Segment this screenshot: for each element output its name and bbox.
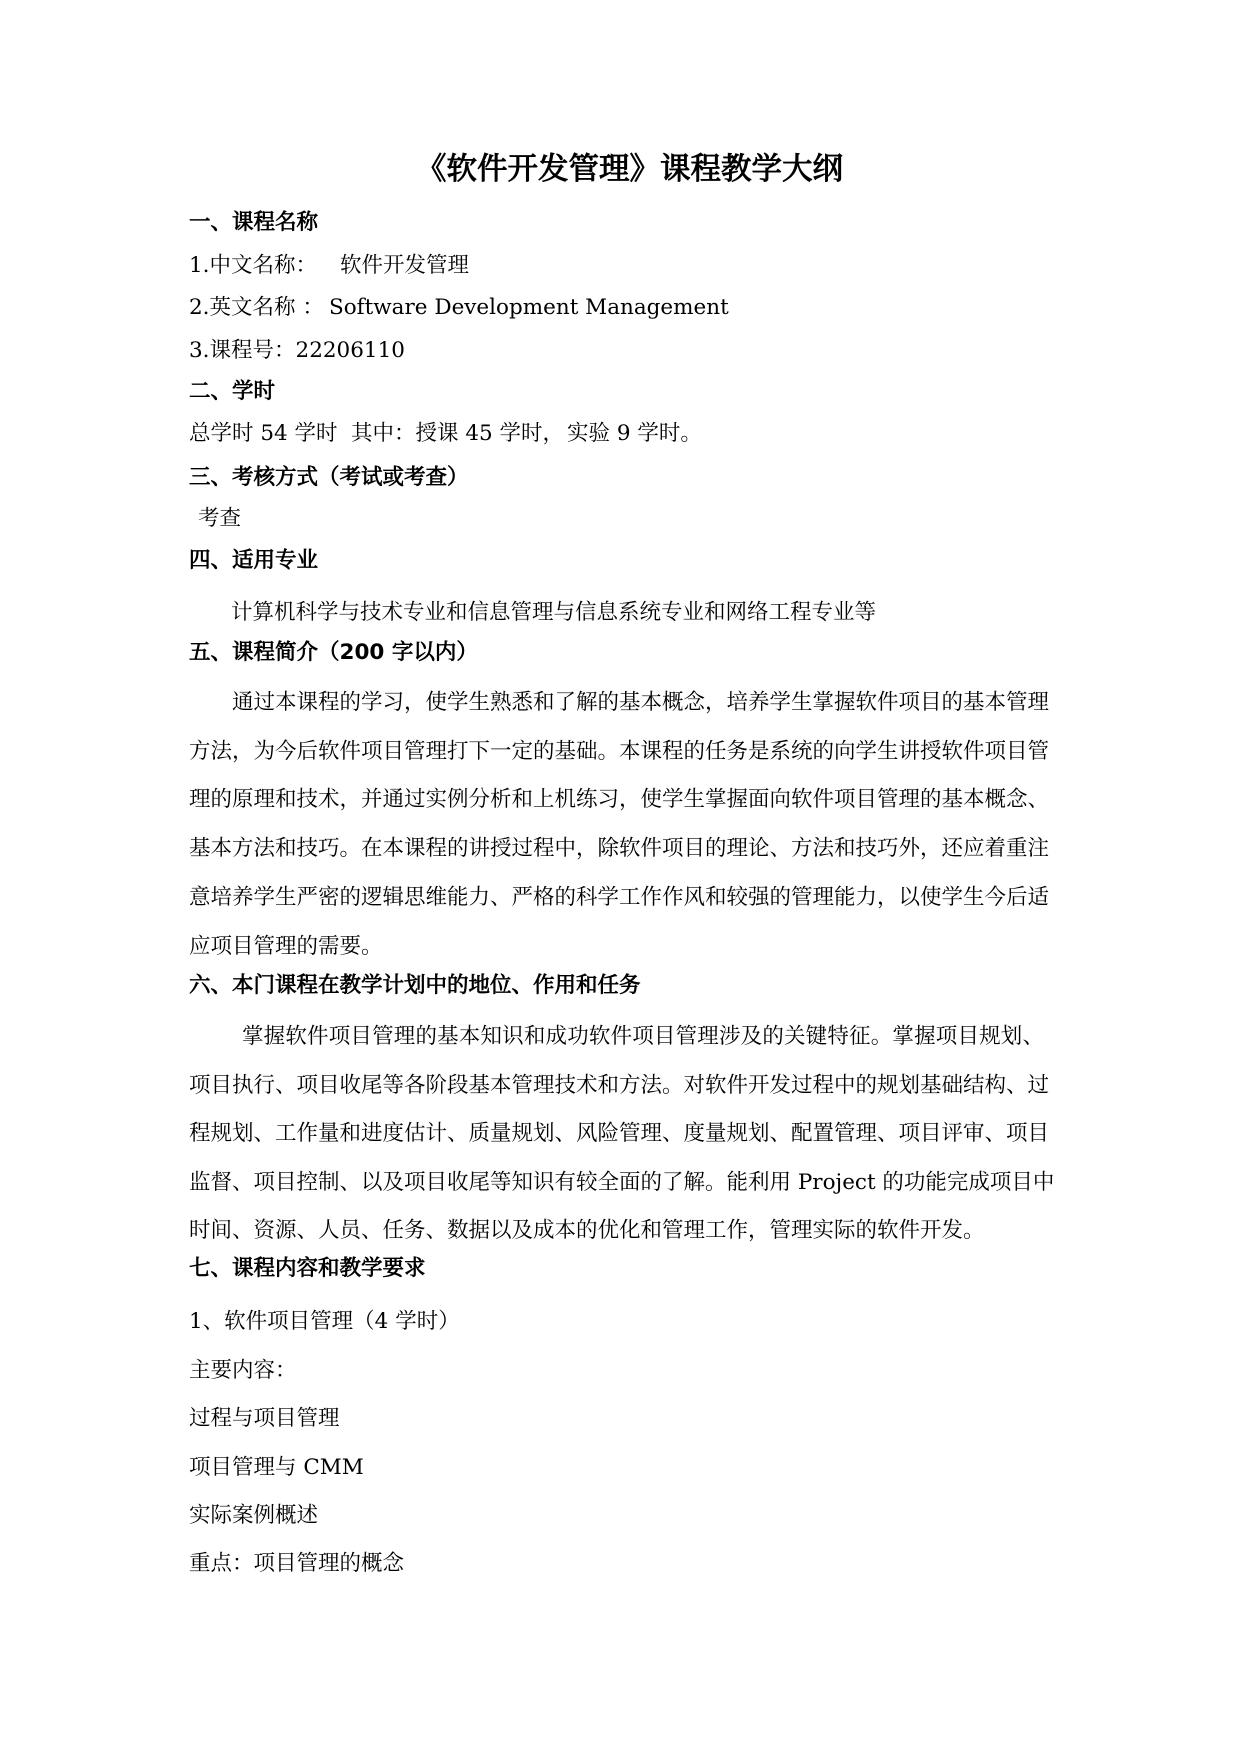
introduction-line: 方法，为今后软件项目管理打下一定的基础。本课程的任务是系统的向学生讲授软件项目管	[189, 739, 1050, 764]
content-item: 项目管理与 CMM	[189, 1455, 364, 1480]
key-point: 重点：项目管理的概念	[189, 1551, 405, 1576]
section-heading-hours: 二、学时	[189, 379, 276, 404]
assessment-method: 考查	[198, 506, 242, 531]
content-item: 实际案例概述	[189, 1503, 319, 1528]
section-heading-course-name: 一、课程名称	[189, 210, 319, 235]
section-heading-assessment: 三、考核方式（考试或考查）	[189, 465, 469, 490]
role-line: 掌握软件项目管理的基本知识和成功软件项目管理涉及的关键特征。掌握项目规划、	[242, 1024, 1044, 1049]
course-number-value: 22206110	[295, 338, 405, 363]
section-heading-majors: 四、适用专业	[189, 548, 319, 573]
section-heading-introduction: 五、课程简介（200 字以内）	[189, 640, 478, 665]
applicable-majors: 计算机科学与技术专业和信息管理与信息系统专业和网络工程专业等	[231, 600, 877, 625]
role-line: 项目执行、项目收尾等各阶段基本管理技术和方法。对软件开发过程中的规划基础结构、过	[189, 1073, 1050, 1098]
section-heading-role: 六、本门课程在教学计划中的地位、作用和任务	[189, 973, 641, 998]
chinese-name-label: 1.中文名称：	[189, 253, 318, 278]
chinese-name-value: 软件开发管理	[340, 253, 470, 278]
introduction-line: 应项目管理的需要。	[189, 934, 383, 959]
course-number-line	[189, 338, 405, 364]
content-item: 过程与项目管理	[189, 1406, 340, 1431]
role-line: 时间、资源、人员、任务、数据以及成本的优化和管理工作，管理实际的软件开发。	[189, 1218, 985, 1243]
role-line: 程规划、工作量和进度估计、质量规划、风险管理、度量规划、配置管理、项目评审、项目	[189, 1121, 1050, 1146]
lecture-hours: 其中：授课 45 学时，	[351, 421, 565, 446]
english-name-label: 2.英文名称 ：	[189, 295, 324, 320]
introduction-line: 理的原理和技术，并通过实例分析和上机练习，使学生掌握面向软件项目管理的基本概念、	[189, 787, 1050, 812]
total-hours: 总学时 54 学时	[189, 421, 338, 446]
introduction-line: 通过本课程的学习，使学生熟悉和了解的基本概念，培养学生掌握软件项目的基本管理	[232, 690, 1050, 715]
role-line: 监督、项目控制、以及项目收尾等知识有较全面的了解。能利用 Project 的功能完成项目中	[189, 1170, 1055, 1195]
introduction-line: 意培养学生严密的逻辑思维能力、严格的科学工作作风和较强的管理能力，以使学生今后适	[189, 885, 1050, 910]
unit-title: 1、软件项目管理（4 学时）	[189, 1309, 460, 1334]
english-name-value: Software Development Management	[329, 295, 729, 320]
main-content-label: 主要内容：	[189, 1358, 297, 1383]
introduction-line: 基本方法和技巧。在本课程的讲授过程中，除软件项目的理论、方法和技巧外，还应着重注	[189, 836, 1050, 861]
course-number-label: 3.课程号：	[189, 338, 296, 363]
section-heading-content: 七、课程内容和教学要求	[189, 1256, 426, 1281]
lab-hours: 实验 9 学时。	[567, 421, 702, 446]
document-title: 《软件开发管理》课程教学大纲	[416, 151, 843, 187]
